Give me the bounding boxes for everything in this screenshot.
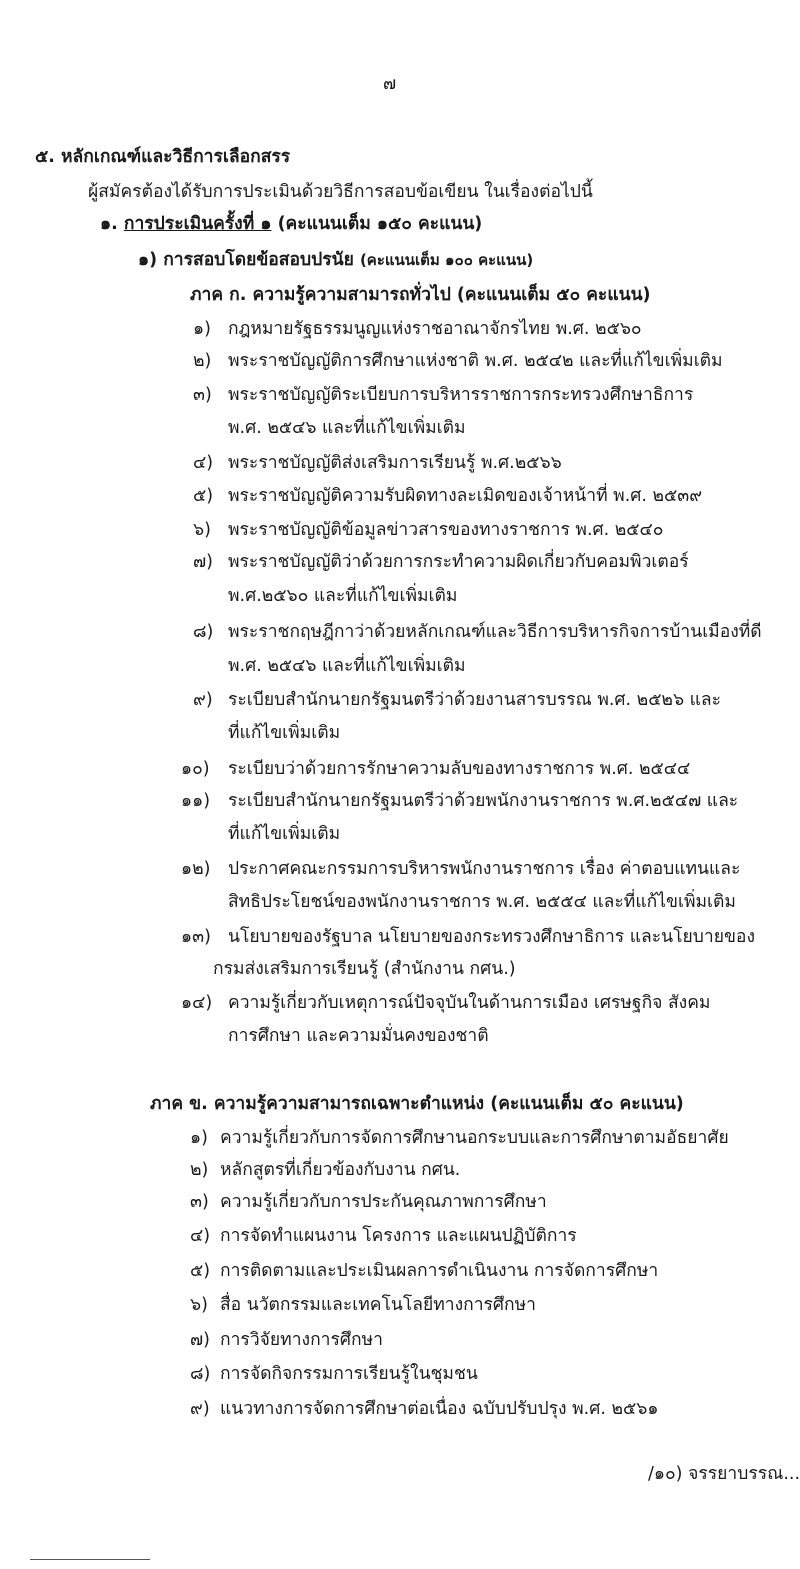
list-item-number: ๙) [193, 690, 213, 710]
list-item-text: ระเบียบสำนักนายกรัฐมนตรีว่าด้วยพนักงานราชการ พ.ศ.๒๕๔๗ และ [228, 791, 739, 811]
section-title: ๕. หลักเกณฑ์และวิธีการเลือกสรร [35, 147, 291, 167]
list-item-number: ๑) [193, 319, 211, 339]
list-item-text: ระเบียบสำนักนายกรัฐมนตรีว่าด้วยงานสารบรรณ พ.ศ. ๒๕๒๖ และ [228, 690, 722, 710]
list-item-text: หลักสูตรที่เกี่ยวข้องกับงาน กศน. [220, 1160, 461, 1180]
round-heading [100, 212, 482, 236]
list-item-text: พระราชบัญญัติความรับผิดทางละเมิดของเจ้าหน้าที่ พ.ศ. ๒๕๓๙ [228, 486, 703, 506]
list-item-text: ความรู้เกี่ยวกับเหตุการณ์ปัจจุบันในด้านการเมือง เศรษฐกิจ สังคม [228, 993, 711, 1013]
list-item-number: ๘) [193, 622, 214, 642]
list-item-number: ๑๒) [181, 859, 211, 879]
exam-heading [138, 248, 533, 272]
list-item-number: ๓) [193, 385, 212, 405]
exam-score: (คะแนนเต็ม ๑๐๐ คะแนน) [359, 251, 534, 269]
list-item-text: สื่อ นวัตกรรมและเทคโนโลยีทางการศึกษา [220, 1295, 536, 1315]
list-item-number: ๔) [190, 1226, 211, 1246]
round-number: ๑. [100, 214, 118, 234]
list-item-text: พระราชบัญญัติการศึกษาแห่งชาติ พ.ศ. ๒๕๔๒ และที่แก้ไขเพิ่มเติม [228, 351, 723, 371]
list-item-number: ๗) [193, 552, 213, 572]
list-item-text: ที่แก้ไขเพิ่มเติม [228, 723, 341, 743]
part-b-title: ภาค ข. ความรู้ความสามารถเฉพาะตำแหน่ง (คะแนนเต็ม ๕๐ คะแนน) [150, 1094, 684, 1114]
list-item-number: ๒) [193, 351, 212, 371]
list-item-text: การติดตามและประเมินผลการดำเนินงาน การจัดการศึกษา [220, 1261, 659, 1281]
continuation-text: /๑๐) จรรยาบรรณ... [648, 1464, 800, 1484]
list-item-text: พ.ศ. ๒๕๔๖ และที่แก้ไขเพิ่มเติม [228, 418, 466, 438]
round-title: การประเมินครั้งที่ ๑ [123, 214, 272, 234]
section-intro: ผู้สมัครต้องได้รับการประเมินด้วยวิธีการสอบข้อเขียน ในเรื่องต่อไปนี้ [88, 182, 593, 202]
list-item-number: ๕) [193, 486, 214, 506]
list-item-text: พระราชบัญญัติข้อมูลข่าวสารของทางราชการ พ.ศ. ๒๕๔๐ [228, 520, 664, 540]
list-item-text: การวิจัยทางการศึกษา [220, 1330, 383, 1350]
list-item-number: ๖) [193, 520, 211, 540]
list-item-text: สิทธิประโยชน์ของพนักงานราชการ พ.ศ. ๒๕๕๔ และที่แก้ไขเพิ่มเติม [228, 892, 736, 912]
list-item-text: ระเบียบว่าด้วยการรักษาความลับของทางราชการ พ.ศ. ๒๕๔๔ [228, 759, 691, 779]
list-item-text: ความรู้เกี่ยวกับการจัดการศึกษานอกระบบและการศึกษาตามอัธยาศัย [220, 1128, 729, 1148]
list-item-text: การศึกษา และความมั่นคงของชาติ [228, 1026, 489, 1046]
list-item-number: ๘) [190, 1364, 211, 1384]
list-item-number: ๑๔) [181, 993, 213, 1013]
list-item-number: ๒) [190, 1160, 209, 1180]
list-item-number: ๔) [193, 453, 214, 473]
list-item-text: กฎหมายรัฐธรรมนูญแห่งราชอาณาจักรไทย พ.ศ. ๒๕๖๐ [228, 319, 642, 339]
page-number: ๗ [383, 74, 397, 94]
list-item-text: แนวทางการจัดการศึกษาต่อเนื่อง ฉบับปรับปรุง พ.ศ. ๒๕๖๑ [220, 1399, 659, 1419]
list-item-number: ๙) [190, 1399, 210, 1419]
list-item-number: ๑๑) [181, 791, 211, 811]
list-item-text: พ.ศ.๒๕๖๐ และที่แก้ไขเพิ่มเติม [228, 586, 458, 606]
list-item-number: ๓) [190, 1192, 209, 1212]
list-item-text: พ.ศ. ๒๕๔๖ และที่แก้ไขเพิ่มเติม [228, 656, 466, 676]
list-item-number: ๑๓) [181, 927, 211, 947]
list-item-text: พระราชบัญญัติส่งเสริมการเรียนรู้ พ.ศ.๒๕๖๖ [228, 453, 562, 473]
round-score: (คะแนนเต็ม ๑๕๐ คะแนน) [277, 214, 483, 234]
part-a-title: ภาค ก. ความรู้ความสามารถทั่วไป (คะแนนเต็ม ๕๐ คะแนน) [190, 285, 651, 305]
list-item-text: พระราชบัญญัติว่าด้วยการกระทำความผิดเกี่ยวกับคอมพิวเตอร์ [228, 552, 689, 572]
list-item-number: ๖) [190, 1295, 208, 1315]
list-item-text: นโยบายของรัฐบาล นโยบายของกระทรวงศึกษาธิการ และนโยบายของ [228, 927, 755, 947]
list-item-text: การจัดทำแผนงาน โครงการ และแผนปฏิบัติการ [220, 1226, 577, 1246]
list-item-text: ที่แก้ไขเพิ่มเติม [228, 824, 341, 844]
list-item-text: พระราชบัญญัติระเบียบการบริหารราชการกระทรวงศึกษาธิการ [228, 385, 694, 405]
list-item-number: ๗) [190, 1330, 210, 1350]
footer-divider [30, 1559, 150, 1560]
list-item-text: ประกาศคณะกรรมการบริหารพนักงานราชการ เรื่อง ค่าตอบแทนและ [228, 859, 741, 879]
list-item-number: ๕) [190, 1261, 211, 1281]
exam-title: ๑) การสอบโดยข้อสอบปรนัย [138, 250, 354, 270]
list-item-text: การจัดกิจกรรมการเรียนรู้ในชุมชน [220, 1364, 478, 1384]
list-item-text: ความรู้เกี่ยวกับการประกันคุณภาพการศึกษา [220, 1192, 547, 1212]
list-item-text: กรมส่งเสริมการเรียนรู้ (สำนักงาน กศน.) [213, 959, 516, 979]
list-item-text: พระราชกฤษฎีกาว่าด้วยหลักเกณฑ์และวิธีการบริหารกิจการบ้านเมืองที่ดี [228, 622, 762, 642]
list-item-number: ๑๐) [181, 759, 210, 779]
list-item-number: ๑) [190, 1128, 208, 1148]
